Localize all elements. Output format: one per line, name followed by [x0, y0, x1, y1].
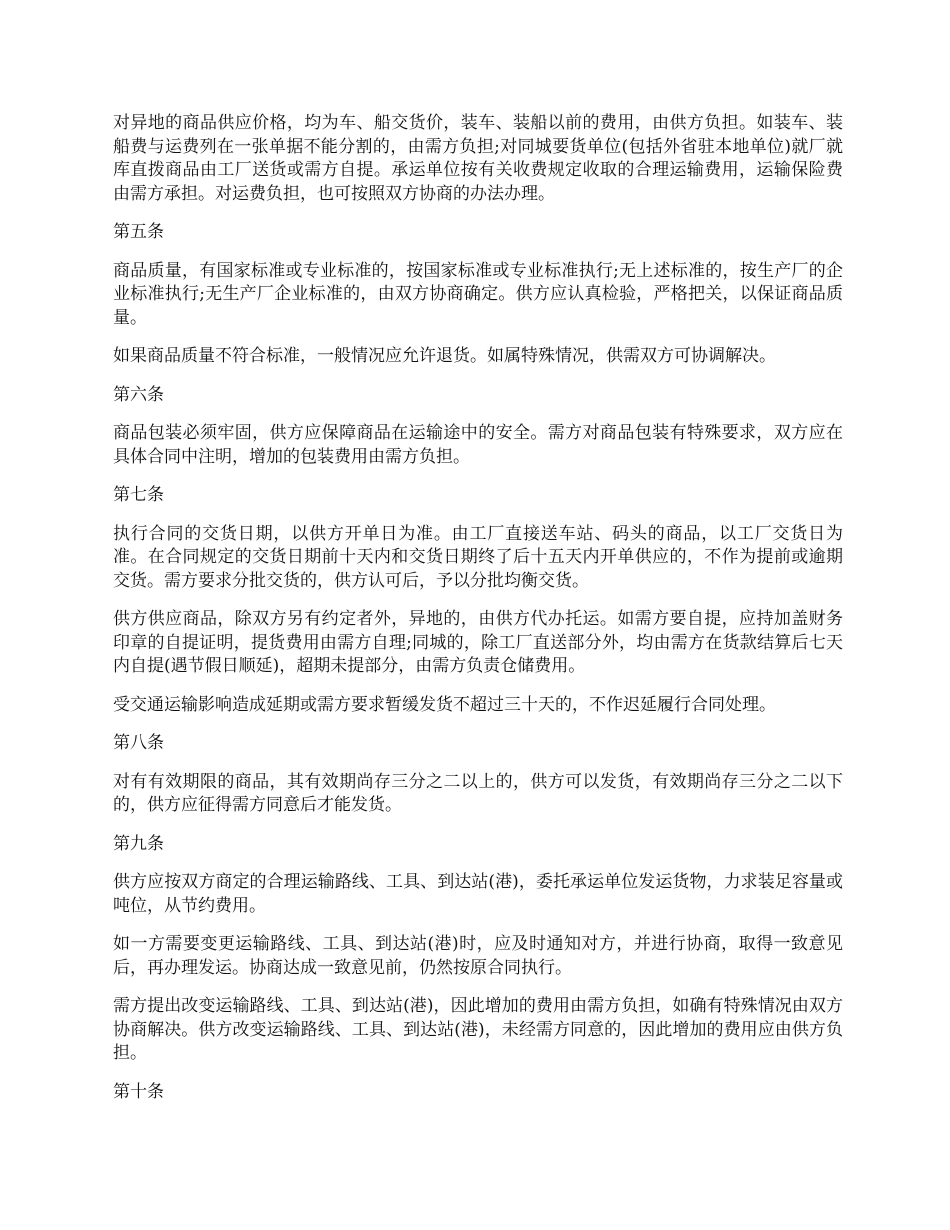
paragraph-route-cost: 需方提出改变运输路线、工具、到达站(港)，因此增加的费用由需方负担，如确有特殊情况由双方协商解决。供方改变运输路线、工具、到达站(港)，未经需方同意的，因此增加的费用应由供方负担。 [113, 996, 843, 1063]
paragraph-freight-cost: 对异地的商品供应价格，均为车、船交货价，装车、装船以前的费用，由供方负担。如装车、装船费与运费列在一张单据不能分割的，由需方负担;对同城要货单位(包括外省驻本地单位)就厂就库直拨商品由工厂送货或需方自提。承运单位按有关收费规定收取的合理运输费用，运输保险费由需方承担。对运费负担，也可按照双方协商的办法办理。 [113, 113, 843, 204]
paragraph-quality-return: 如果商品质量不符合标准，一般情况应允许退货。如属特殊情况，供需双方可协调解决。 [113, 346, 776, 366]
article-5-heading: 第五条 [113, 222, 164, 242]
document-body [113, 112, 843, 1119]
article-7-heading: 第七条 [113, 485, 164, 505]
paragraph-shipping-route: 供方应按双方商定的合理运输路线、工具、到达站(港)，委托承运单位发运货物，力求装足容量或吨位，从节约费用。 [113, 872, 843, 916]
paragraph-packaging: 商品包装必须牢固，供方应保障商品在运输途中的安全。需方对商品包装有特殊要求，双方应在具体合同中注明，增加的包装费用由需方负担。 [113, 423, 843, 467]
paragraph-route-change: 如一方需要变更运输路线、工具、到达站(港)时，应及时通知对方，并进行协商，取得一致意见后，再办理发运。协商达成一致意见前，仍然按原合同执行。 [113, 934, 843, 978]
paragraph-transport-delay: 受交通运输影响造成延期或需方要求暂缓发货不超过三十天的，不作迟延履行合同处理。 [113, 694, 776, 715]
paragraph-quality-standard: 商品质量，有国家标准或专业标准的，按国家标准或专业标准执行;无上述标准的，按生产厂的企业标准执行;无生产厂企业标准的，由双方协商确定。供方应认真检验，严格把关，以保证商品质量。 [113, 260, 843, 328]
article-10-heading: 第十条 [113, 1081, 164, 1102]
article-8-heading: 第八条 [113, 733, 164, 753]
paragraph-delivery-date: 执行合同的交货日期，以供方开单日为准。由工厂直接送车站、码头的商品，以工厂交货日为准。在合同规定的交货日期前十天内和交货日期终了后十五天内开单供应的，不作为提前或逾期交货。需方要求分批交货的，供方认可后，予以分批均衡交货。 [113, 523, 843, 591]
article-9-heading: 第九条 [113, 833, 164, 854]
article-6-heading: 第六条 [113, 384, 164, 405]
paragraph-shelf-life: 对有有效期限的商品，其有效期尚存三分之二以上的，供方可以发货，有效期尚存三分之二以下的，供方应征得需方同意后才能发货。 [113, 771, 843, 815]
paragraph-pickup: 供方供应商品，除双方另有约定者外，异地的，由供方代办托运。如需方要自提，应持加盖财务印章的自提证明，提货费用由需方自理;同城的，除工厂直送部分外，均由需方在货款结算后七天内自提(遇节假日顺延)，超期未提部分，由需方负责仓储费用。 [113, 609, 843, 676]
